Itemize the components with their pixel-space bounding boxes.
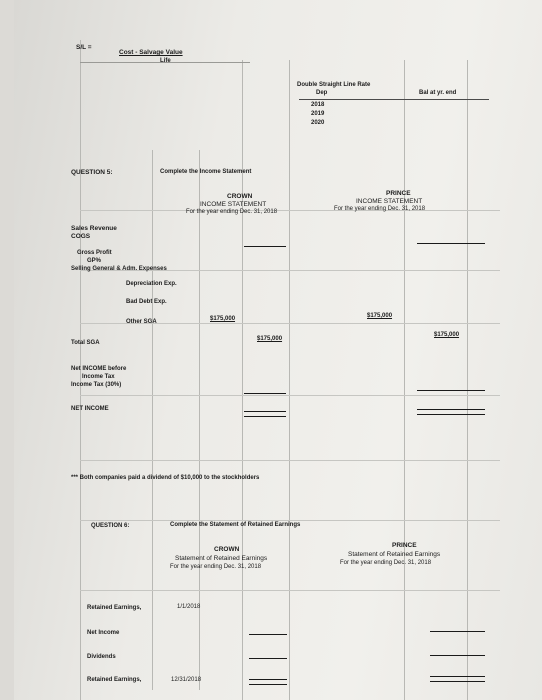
crown-gross-profit-rule [244,246,286,247]
grid-line [289,60,290,700]
line-income-tax: Income Tax [82,374,115,380]
line-net-income-before: Net INCOME before [71,366,127,372]
crown-tax-rule [244,393,286,394]
year-2018: 2018 [311,102,325,108]
year-2019: 2019 [311,111,325,117]
prince-period: For the year ending Dec. 31, 2018 [334,206,426,212]
formula-denominator: Life [160,58,171,64]
prince-dividends-rule [430,655,485,656]
line-other-sga: Other SGA [126,319,157,325]
line-depreciation-exp: Depreciation Exp. [126,281,177,287]
line-gross-profit: Gross Profit [77,250,112,256]
crown-period: For the year ending Dec. 31, 2018 [186,209,278,215]
dep-column-label: Dep [316,90,328,96]
question-6-label: QUESTION 6: [91,523,130,529]
crown-name-q6: CROWN [214,546,240,553]
prince-tax-rule [417,390,485,391]
grid-line [152,150,153,690]
question-5-instruction: Complete the Income Statement [160,169,252,175]
crown-re-period: For the year ending Dec. 31, 2018 [170,564,262,570]
question-5-label: QUESTION 5: [71,169,113,176]
prince-other-sga-value: $175,000 [367,313,393,319]
grid-line [80,460,500,461]
grid-line [242,60,243,700]
prince-gross-profit-rule [417,243,485,244]
line-cogs: COGS [71,233,91,240]
line-retained-earnings: Retained Earnings, [87,605,142,611]
balance-column-label: Bal at yr. end [419,90,457,96]
prince-net-income-double-rule [417,409,485,415]
line-dividends: Dividends [87,654,116,660]
dividend-note: *** Both companies paid a dividend of $10,000 to the stockholders [71,475,260,481]
crown-net-income-rule [249,634,287,635]
prince-name: PRINCE [386,190,411,197]
prince-statement-title: INCOME STATEMENT [356,198,423,205]
grid-line [80,395,500,396]
prince-ending-double-rule [430,676,485,682]
line-bad-debt-exp: Bad Debt Exp. [126,299,167,305]
worksheet-page [14,0,542,700]
grid-line [404,60,405,700]
prince-name-q6: PRINCE [392,542,417,549]
closing-date: 12/31/2018 [171,677,202,683]
crown-ending-double-rule [249,679,287,685]
dep-header-rule [299,99,489,100]
grid-line [80,520,500,521]
question-6-instruction: Complete the Statement of Retained Earnings [170,522,301,528]
crown-total-sga-value: $175,000 [257,336,283,342]
grid-line [80,210,500,211]
crown-other-sga-value: $175,000 [210,316,236,322]
grid-line [467,60,468,700]
prince-net-income-rule [430,631,485,632]
prince-re-title: Statement of Retained Earnings [348,551,441,558]
line-net-income: NET INCOME [71,406,109,412]
line-retained-earnings-end: Retained Earnings, [87,677,142,683]
year-2020: 2020 [311,120,325,126]
opening-date: 1/1/2018 [177,604,201,610]
prince-re-period: For the year ending Dec. 31, 2018 [340,560,432,566]
crown-name: CROWN [227,193,253,200]
crown-dividends-rule [249,658,287,659]
line-net-income-q6: Net Income [87,630,120,636]
crown-statement-title: INCOME STATEMENT [200,201,267,208]
dep-rate-heading: Double Straight Line Rate [297,82,371,88]
prince-total-sga-value: $175,000 [434,332,460,338]
line-gp-percent: GP% [87,258,102,264]
crown-re-title: Statement of Retained Earnings [175,555,268,562]
formula-numerator: Cost - Salvage Value [119,49,183,56]
sl-label: S/L = [76,44,92,51]
line-sales-revenue: Sales Revenue [71,225,117,232]
line-total-sga: Total SGA [71,340,100,346]
crown-net-income-double-rule [244,411,286,417]
line-income-tax-30: Income Tax (30%) [71,382,122,388]
grid-line [80,590,500,591]
line-selling-general-adm: Selling General & Adm. Expenses [71,266,167,272]
